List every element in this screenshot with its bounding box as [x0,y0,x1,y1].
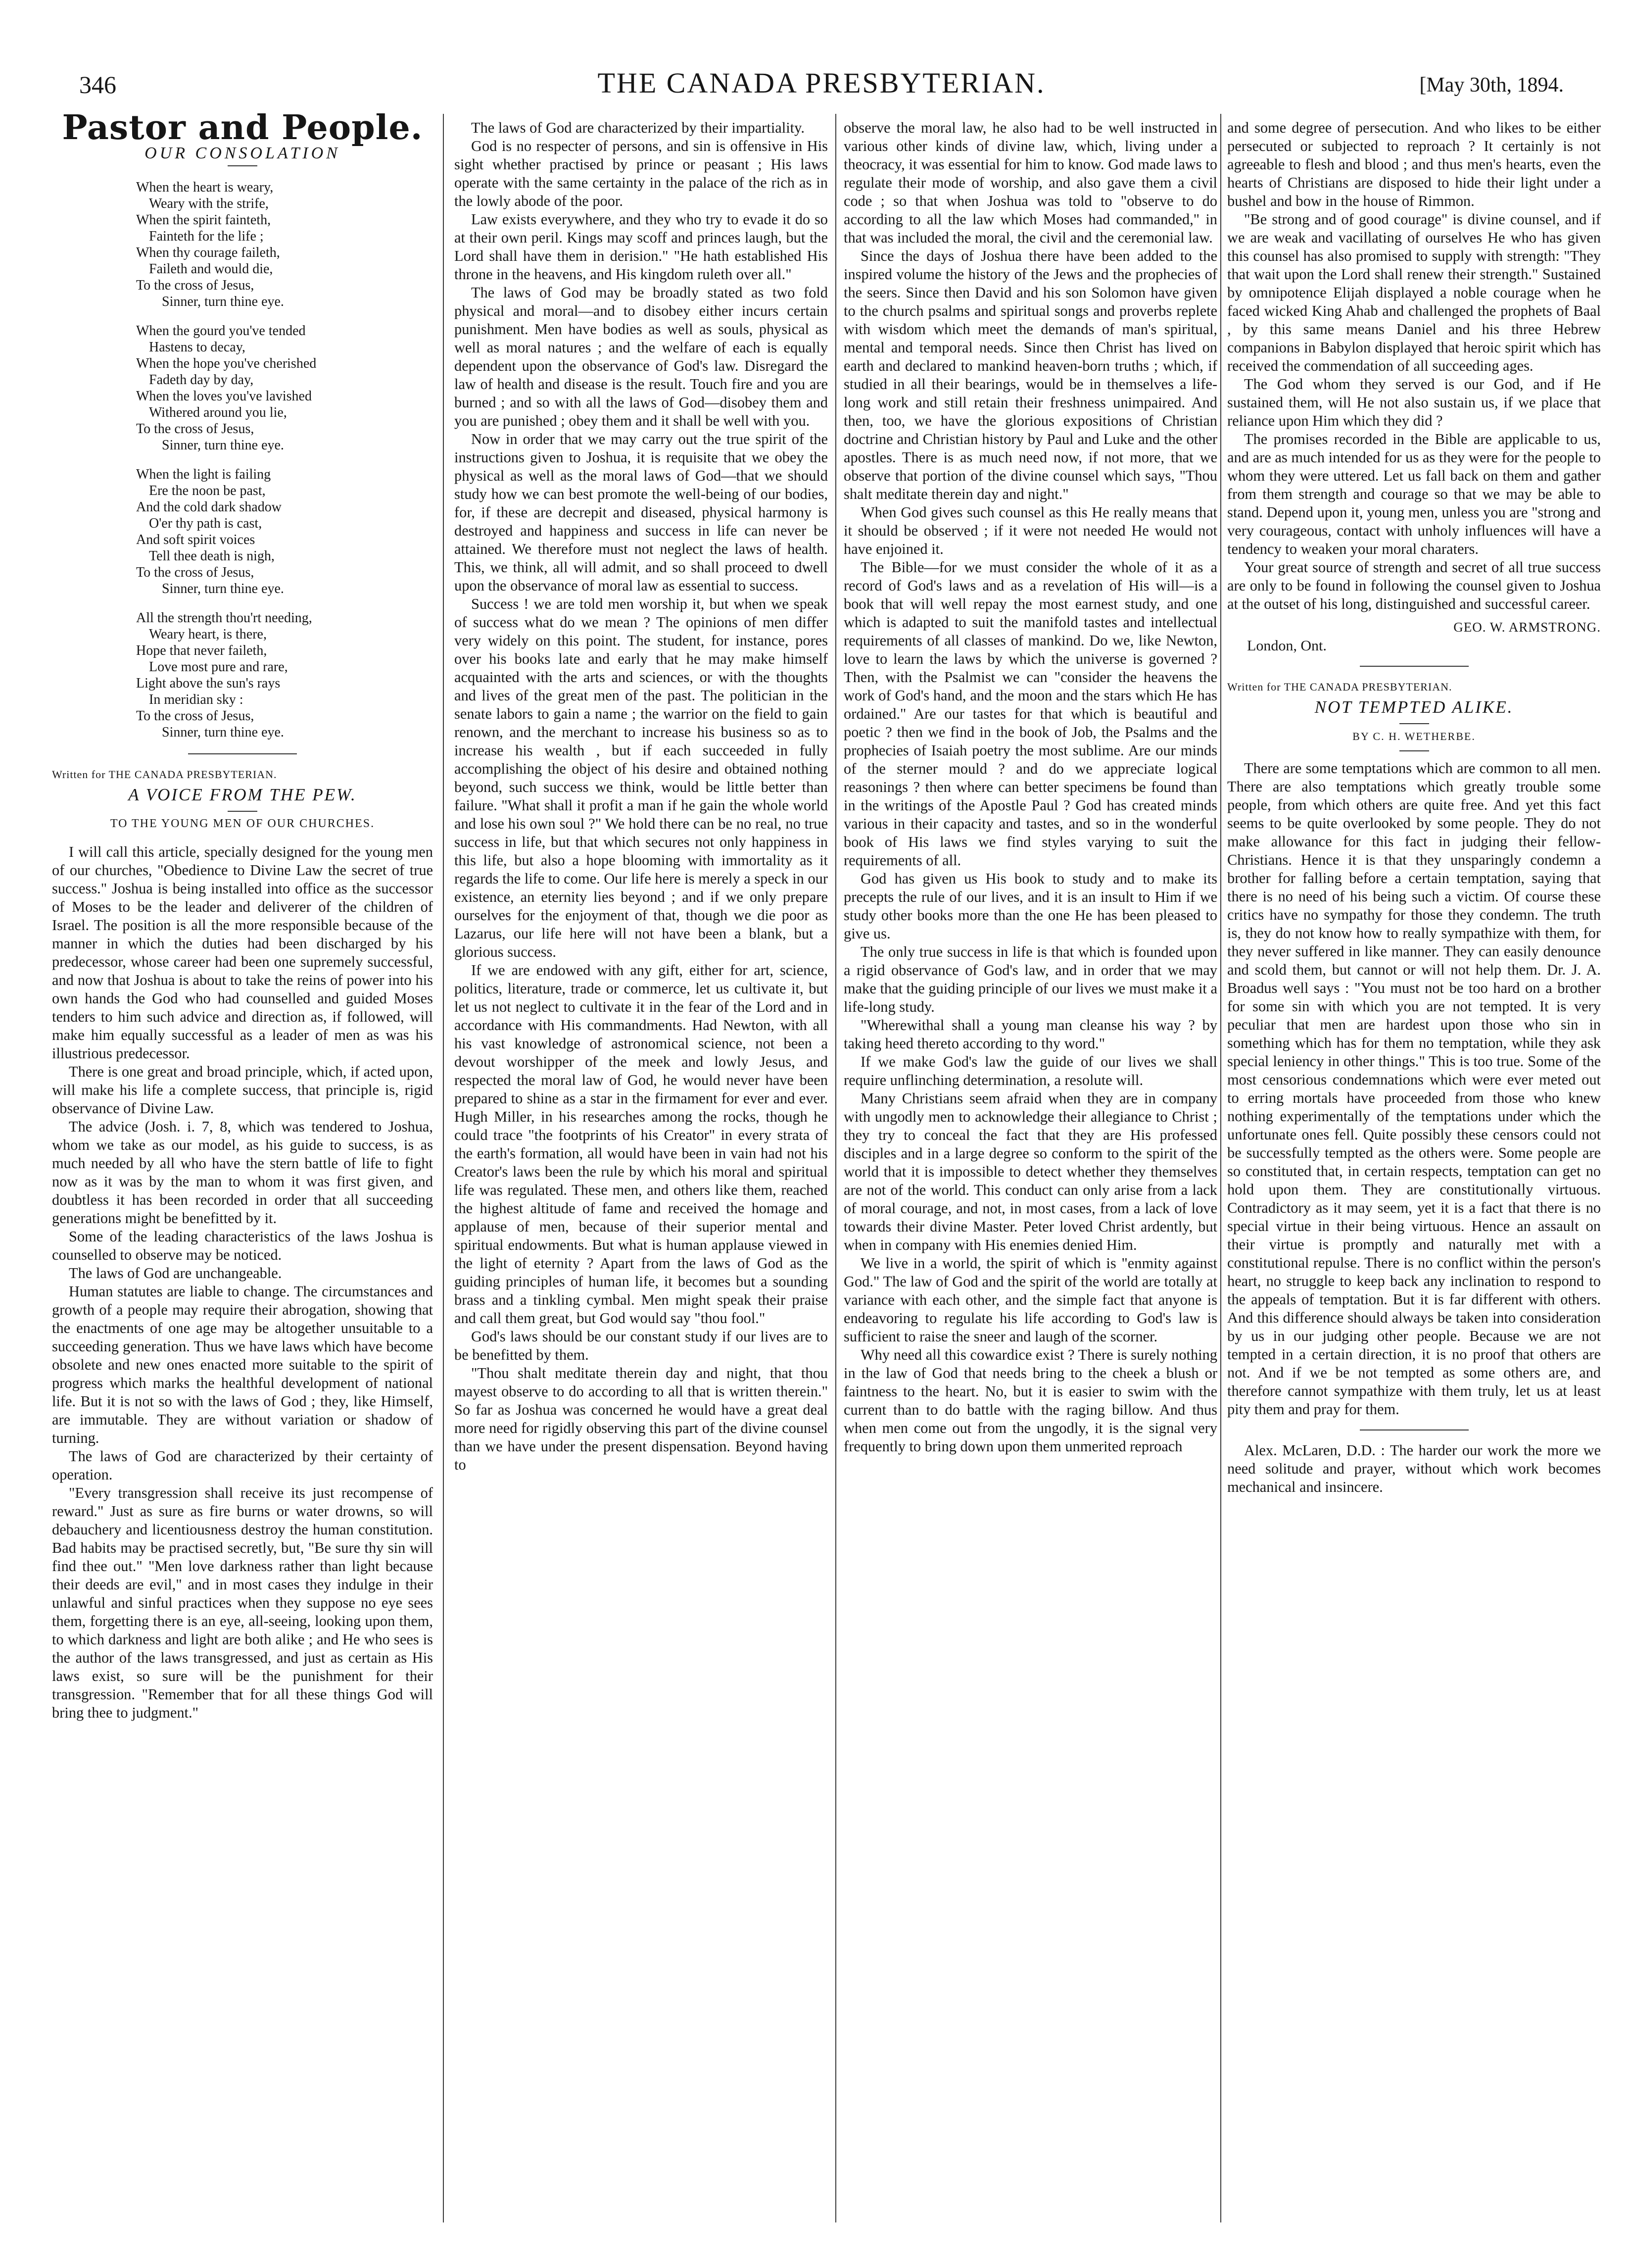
poem-stanza [136,466,433,597]
column-rule [835,114,836,2222]
paragraph: Why need all this cowardice exist ? There is surely nothing in the law of God that needs bring to the cheek a blush or faintness to the heart. No, but it is easier to swim with the current than to do battle with the raging billow. And thus when men come out from the ungodly, it is the signal very frequently to bring down upon them unmerited reproach [844,1346,1217,1455]
divider [228,811,257,812]
poem-line: Faileth and would die, [149,261,273,277]
paragraph: Some of the leading characteristics of the laws Joshua is counselled to observe may be noticed. [52,1228,433,1263]
poem-line: All the strength thou'rt needing, [136,610,312,626]
poem-line: Sinner, turn thine eye. [162,438,284,453]
paragraph: and some degree of persecution. And who likes to be either persecuted or subjected to reproach ? It certainly is not agreeable to flesh and blood ; and thus men's hearts, even the hearts of Christians are disposed to hide their light under a bushel and bow in the house of Rimmon. [1227,119,1601,209]
poem-line: When the heart is weary, [136,180,274,195]
poem-line: To the cross of Jesus, [136,708,254,724]
poem-line: O'er thy path is cast, [149,516,262,531]
poem-line: Tell thee death is nigh, [149,548,275,564]
poem-line: When the light is failing [136,467,271,482]
closing-quote: Alex. McLaren, D.D. : The harder our work the more we need solitude and prayer, without which work becomes mechanical and insincere. [1227,1442,1601,1495]
poem-line: When the hope you've cherished [136,356,317,371]
column-rule [1220,114,1221,2222]
section-title: Pastor and People. [62,108,423,148]
paragraph: The Bible—for we must consider the whole of it as a record of God's laws and as a revelation of His will—is a book that will well repay the most earnest study, and one which is adapted to suit the manifold tastes and intellectual requirements of all classes of mankind. Do we, like Newton, love to learn the laws by which the universe is governed ? Then, with the Psalmist we can "consider the heavens the work of God's hand, and the moon and the stars which He has ordained." Are our tastes for that which is beautiful and poetic ? then we find in the book of Job, the Psalms and the prophecies of Isaiah poetry the most sublime. Are our minds of the sterner mould ? and do we appreciate logical reasonings ? then where can better specimens be found than in the writings of the Apostle Paul ? God has created minds various in their capacity and tastes, and so in the wonderful book of His laws we find styles varying to suit the requirements of all. [844,559,1217,869]
poem-line: When the gourd you've tended [136,323,306,339]
paragraph: There are some temptations which are common to all men. There are also temptations which greatly trouble some people, from which others are quite free. And yet this fact seems to be quite overlooked by some people. They do not make allowance for this fact in judging their fellow-Christians. Hence it is that they unsparingly condemn a brother for falling before a certain temptation, saying that there is no need of his being such a victim. Of course these critics have no sympathy for those they condemn. The truth is, they do not know how to really sympathize with them, for they never suffered in like manner. They can easily denounce and scold them, but cannot or will not help them. Dr. J. A. Broadus well says : "You must not be too hard on a brother for some sin with which you are not tempted. It is very peculiar that men are hardest upon those who sin in something which has for them no temptation, while they ask special leniency in other things." This is too true. Some of the most censorious condemnations which were ever meted out to erring mortals have proceeded from those who knew nothing experimentally of the temptations under which the unfortunate ones fell. Quite possibly these censors could not be successfully tempted as the others were. Some people are so constituted that, in certain respects, temptation can get no hold upon them. They are constitutionally virtuous. Contradictory as it may seem, yet it is a fact that there is no special virtue in their being virtuous. Hence an assault on their virtue is promptly and naturally met with a constitutional repulse. There is no conflict within the person's heart, no struggle to keep back any inclination to respond to the appeals of temptation. But it is far different with others. And this difference should always be taken into consideration by us in our judging other people. Because we are not tempted in a certain direction, it is no proof that others are not. And if we be not tempted as some others are, and therefore cannot sympathize with them truly, let us at least pity them and pray for them. [1227,760,1601,1418]
poem-line: Sinner, turn thine eye. [162,725,284,740]
issue-date: [May 30th, 1894. [1419,74,1564,97]
poem-stanza [136,323,433,453]
page-number: 346 [79,71,116,99]
paragraph: Human statutes are liable to change. The circumstances and growth of a people may require their abrogation, showing that the enactments of one age may be altogether unsuitable to a succeeding generation. Thus we have laws which have become obsolete and new ones enacted more suitable to the spirit of progress which marks the healthful development of national life. But it is not so with the laws of God ; they, like Himself, are immutable. They are without variation or shadow of turning. [52,1283,433,1446]
poem-line: Sinner, turn thine eye. [162,294,284,309]
paragraph: Success ! we are told men worship it, but when we speak of success what do we mean ? The opinions of men differ very widely on this point. The student, for instance, pores over his books late and early that he may make himself acquainted with the arts and sciences, or with the thoughts and lives of the great men of the past. The politician in the senate labors to gain a name ; the warrior on the field to gain renown, and the merchant to increase his business so as to increase his wealth , but if each succeeded in fully accomplishing the object of his desire and obtained nothing beyond, such success we think, would be little better than failure. "What shall it profit a man if he gain the whole world and lose his own soul ?" We hold there can be no real, no true success in life, but that which secures not only happiness in this life, but also a hope blooming with immortality as it regards the life to come. Our life here is merely a speck in our existence, an eternity lies beyond ; and if we only prepare ourselves for the enjoyment of that, though we die poor as Lazarus, our life here will not have been a blank, but a glorious success. [454,595,828,960]
article-byline: BY C. H. WETHERBE. [1352,730,1476,742]
article-title: A VOICE FROM THE PEW. [128,785,357,804]
poem-line: Ere the noon be past, [149,483,266,498]
poem-stanza [136,610,433,740]
article-subhead: TO THE YOUNG MEN OF OUR CHURCHES. [110,817,375,830]
poem-line: And the cold dark shadow [136,499,282,515]
poem-title: OUR CONSOLATION [144,144,340,162]
article-title: NOT TEMPTED ALIKE. [1314,697,1514,717]
paragraph: "Wherewithal shall a young man cleanse his way ? by taking heed thereto according to thy word." [844,1017,1217,1052]
paragraph: "Thou shalt meditate therein day and night, that thou mayest observe to do according to all that is written therein." So far as Joshua was concerned he would have a great deal more need for rigidly observing this part of the divine counsel than we have under the present dispensation. Beyond having to [454,1365,828,1473]
paragraph: Law exists everywhere, and they who try to evade it do so at their own peril. Kings may scoff and princes laugh, but the Lord shall have them in derision." "He hath established His throne in the heavens, and His kingdom ruleth over all." [454,211,828,283]
article-body [52,843,433,1722]
paragraph: The laws of God are unchangeable. [69,1265,282,1282]
paragraph: There is one great and broad principle, which, if acted upon, will make his life a complete success, that principle is, rigid observance of Divine Law. [52,1063,433,1117]
column-1 [52,108,433,1722]
column-2 [454,119,828,1474]
paragraph: "Be strong and of good courage" is divine counsel, and if we are weak and vacillating of ourselves He who has given this counsel has also promised to supply with strength: "They that wait upon the Lord shall renew their strength." Sustained by omnipotence Elijah displayed a noble courage when he faced wicked King Ahab and challenged the prophets of Baal , by this same means Daniel and his three Hebrew companions in Babylon displayed that heroic spirit which has received the commendation of all succeeding ages. [1227,211,1601,374]
written-for-note: Written for THE CANADA PRESBYTERIAN. [52,768,277,781]
poem-line: To the cross of Jesus, [136,565,254,580]
poem-line: And soft spirit voices [136,532,255,547]
paragraph: The only true success in life is that which is founded upon a rigid observance of God's law, and in order that we may make that the guiding principle of our lives we must make it a life-long study. [844,943,1217,1015]
paragraph: The God whom they served is our God, and if He sustained them, will He not also sustain us, if we place that reliance upon Him which they did ? [1227,376,1601,429]
written-for-note: Written for THE CANADA PRESBYTERIAN. [1227,681,1452,693]
paragraph: The promises recorded in the Bible are applicable to us, and are as much intended for us as they were for the people to whom they were uttered. Let us fall back on them and gather from them strength and courage so that we may be able to stand. Depend upon it, young men, unless you are "strong and very courageous, contact with unholy influences will have a tendency to weaken your moral charaters. [1227,431,1601,557]
paragraph: The laws of God are characterized by their impartiality. [471,119,805,136]
paragraph: God is no respecter of persons, and sin is offensive in His sight whether practised by prince or peasant ; His laws operate with the same certainty in the palace of the rich as in the lowly abode of the poor. [454,138,828,209]
author-signature: GEO. W. ARMSTRONG. [1453,620,1601,635]
poem-line: To the cross of Jesus, [136,278,254,293]
poem-line: Sinner, turn thine eye. [162,581,284,596]
divider [228,165,257,166]
paragraph: "Every transgression shall receive its just recompense of reward." Just as sure as fire burns or water drowns, so will debauchery and licentiousness destroy the human constitution. Bad habits may be practised secretly, but, "Be sure thy sin will find thee out." "Men love darkness rather than light because their deeds are evil," and in most cases they indulge in their unlawful and sinful practices when they suppose no eye sees them, forgetting there is an eye, all-seeing, looking upon them, to which darkness and light are both alike ; and He who sees is the author of the laws transgressed, and just as certain as His laws exist, so sure will be the punishment for their transgression. "Remember that for all these things God will bring thee to judgment." [52,1484,433,1721]
paragraph: I will call this article, specially designed for the young men of our churches, "Obedience to Divine Law the secret of true success." Joshua is being installed into office as the successor of Moses to be the leader and deliverer of the children of Israel. The position is all the more responsible because of the manner in which the duties had been discharged by his predecessor, whose career had been one supremely successful, and now that Joshua is about to take the reins of power into his own hands the God who had counselled and guided Moses tenders to him such advice and direction as, if followed, will make him equally successful as a leader of men as was his illustrious predecessor. [52,843,433,1062]
poem-line: When the loves you've lavished [136,389,312,404]
poem-line: When thy courage faileth, [136,245,280,260]
divider [1399,723,1429,724]
poem-line: When the spirit fainteth, [136,212,271,228]
paragraph: The laws of God may be broadly stated as two fold physical and moral—and to disobey either incurs certain punishment. Men have bodies as well as souls, physical as well as moral natures ; and the welfare of each is equally dependent upon the observance of God's law. Disregard the law of health and disease is the result. Touch fire and you are burned ; and so with all the laws of God—disobey them and you are punished ; obey them and it shall be well with you. [454,284,828,429]
poem-line: To the cross of Jesus, [136,421,254,437]
paragraph: We live in a world, the spirit of which is "enmity against God." The law of God and the spirit of the world are totally at variance with each other, and the simple fact that anyone is endeavoring to regulate his life according to God's law is sufficient to raise the sneer and laugh of the scorner. [844,1255,1217,1345]
author-location: London, Ont. [1247,638,1327,654]
paragraph: Now in order that we may carry out the true spirit of the instructions given to Joshua, it is requisite that we obey the physical as well as the moral laws of God—that we should study how we can best promote the well-being of our bodies, for, if these are decrepit and diseased, physical harmony is destroyed and happiness and success in life can never be attained. We therefore must not neglect the laws of health. This, we think, all will admit, and so shall proceed to dwell upon the observance of moral law as essential to success. [454,431,828,594]
paragraph: observe the moral law, he also had to be well instructed in various other kinds of divine law, which, living under a theocracy, it was essential for him to know. God made laws to regulate their mode of worship, and also gave them a civil code ; so that when Joshua was told to "observe to do according to all the law which Moses had commanded," in that was included the moral, the civil and the ceremonial law. [844,119,1217,246]
paragraph: Many Christians seem afraid when they are in company with ungodly men to acknowledge their allegiance to Christ ; they try to conceal the fact that they are His professed disciples and in a large degree so conform to the spirit of the world that it is impossible to detect whether they themselves are not of the world. This conduct can only arise from a lack of moral courage, and not, in most cases, from a lack of love towards their divine Master. Peter loved Christ ardently, but when in company with His enemies denied Him. [844,1090,1217,1253]
poem-stanza [136,179,433,310]
divider [1399,750,1429,751]
poem-line: Fainteth for the life ; [149,229,264,244]
poem-line: Weary heart, is there, [149,627,267,642]
poem-line: Love most pure and rare, [149,659,288,675]
column-rule [443,114,444,2222]
paragraph: God's laws should be our constant study if our lives are to be benefitted by them. [454,1328,828,1363]
poem-line: Fadeth day by day, [149,372,254,388]
poem-line: Light above the sun's rays [136,676,281,691]
masthead-title: THE CANADA PRESBYTERIAN. [597,67,1046,99]
poem-line: Hope that never faileth, [136,643,267,658]
paragraph: Your great source of strength and secret of all true success are only to be found in following the counsel given to Joshua at the outset of his long, distinguished and successful career. [1227,559,1601,612]
poem-line: Hastens to decay, [149,340,245,355]
page-header [79,66,1564,106]
paragraph: When God gives such counsel as this He really means that it should be observed ; if it were not needed He would not have enjoined it. [844,504,1217,557]
column-4 [1227,119,1601,1496]
paragraph: The advice (Josh. i. 7, 8, which was tendered to Joshua, whom we take as our model, as his guide to success, is as much needed by all who have the stern battle of life to fight now as it was by the man to whom it was first given, and doubtless it has been recorded in order that all succeeding generations might be benefitted by it. [52,1118,433,1227]
paragraph: If we are endowed with any gift, either for art, science, politics, literature, trade or commerce, let us cultivate it, but let us not neglect to cultivate it in the fear of the Lord and in accordance with His commandments. Had Newton, with all his vast knowledge of astronomical science, not been a devout worshipper of the meek and lowly Jesus, and respected the moral law of God, he would never have been prepared to shine as a star in the firmament for ever and ever. Hugh Miller, in his researches among the rocks, though he could trace "the footprints of his Creator" in every strata of the earth's formation, all would have been in vain had not his Creator's laws been the rule by which his moral and spiritual life was regulated. These men, and others like them, reached the highest altitude of fame and received the homage and applause of men, because of their superior mental and spiritual endowments. But what is human applause viewed in the light of eternity ? Apart from the laws of God as the guiding principles of human life, it becomes but a sounding brass and a tinkling cymbal. Men might speak their praise and call them great, but God would say "thou fool." [454,962,828,1327]
poem-line: Withered around you lie, [149,405,287,420]
paragraph: God has given us His book to study and to make its precepts the rule of our lives, and it is an insult to Him if we study other books more than the one He has been pleased to give us. [844,870,1217,942]
poem-line: Weary with the strife, [149,196,269,211]
paragraph: Since the days of Joshua there have been added to the inspired volume the history of the Jews and the prophecies of the seers. Since then David and his son Solomon have given to the church psalms and spiritual songs and proverbs replete with wisdom which meet the demands of man's spiritual, mental and temporal needs. Since then Christ has lived on earth and declared to mankind heaven-born truths ; which, if studied in all their bearings, would be in themselves a life-long work and still retain their freshness unimpaired. And then, too, we have the glorious expositions of Christian doctrine and Christian history by Paul and Luke and the other apostles. There is as much need now, if not more, that we observe that portion of the divine counsel which says, "Thou shalt meditate therein day and night." [844,247,1217,502]
poem [136,179,433,740]
paragraph: The laws of God are characterized by their certainty of operation. [52,1448,433,1483]
divider [188,753,297,754]
column-3 [844,119,1217,1456]
paragraph: If we make God's law the guide of our lives we shall require unflinching determination, a resolute will. [844,1053,1217,1088]
divider [1360,666,1469,667]
poem-line: In meridian sky : [149,692,243,707]
